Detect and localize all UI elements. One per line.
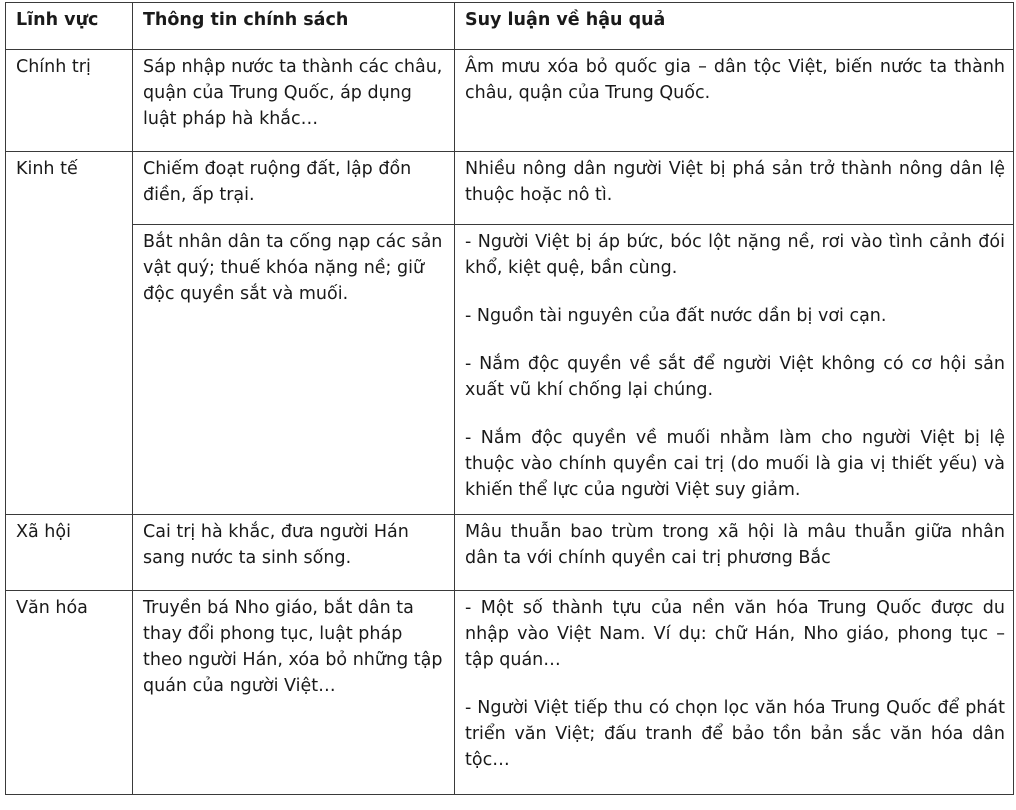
cell-consequences	[455, 152, 1014, 225]
header-row	[6, 3, 1014, 50]
table-row-economy	[6, 152, 1014, 225]
cell-consequences	[455, 225, 1014, 515]
consequence-text: Mâu thuẫn bao trùm trong xã hội là mâu thuẫn giữa nhân dân ta với chính quyền cai trị phương Bắc	[465, 522, 1005, 568]
consequence-text: - Một số thành tựu của nền văn hóa Trung Quốc được du nhập vào Việt Nam. Ví dụ: chữ Hán, Nho giáo, phong tục – tập quán…	[465, 598, 1005, 670]
cell-field: Chính trị	[6, 50, 133, 152]
policy-table	[5, 2, 1014, 795]
consequence-text: - Người Việt tiếp thu có chọn lọc văn hóa Trung Quốc để phát triển văn Việt; đấu tranh để bảo tồn bản sắc văn hóa dân tộc…	[465, 698, 1005, 770]
cell-policy: Bắt nhân dân ta cống nạp các sản vật quý; thuế khóa nặng nề; giữ độc quyền sắt và muối.	[133, 225, 455, 515]
consequence-text: - Nắm độc quyền về muối nhằm làm cho người Việt bị lệ thuộc vào chính quyền cai trị (do muối là gia vị thiết yếu) và khiến thể lực của người Việt suy giảm.	[465, 428, 1005, 500]
header-field: Lĩnh vực	[6, 3, 133, 50]
cell-consequences	[455, 515, 1014, 591]
cell-policy: Chiếm đoạt ruộng đất, lập đồn điền, ấp trại.	[133, 152, 455, 225]
cell-policy: Cai trị hà khắc, đưa người Hán sang nước ta sinh sống.	[133, 515, 455, 591]
cell-field: Văn hóa	[6, 591, 133, 795]
cell-policy: Sáp nhập nước ta thành các châu, quận của Trung Quốc, áp dụng luật pháp hà khắc…	[133, 50, 455, 152]
consequence-text: Nhiều nông dân người Việt bị phá sản trở thành nông dân lệ thuộc hoặc nô tì.	[465, 159, 1005, 205]
cell-consequences	[455, 591, 1014, 795]
header-consequences: Suy luận về hậu quả	[455, 3, 1014, 50]
consequence-text: - Người Việt bị áp bức, bóc lột nặng nề, rơi vào tình cảnh đói khổ, kiệt quệ, bần cùng.	[465, 232, 1005, 278]
table-row-economy-2	[6, 225, 1014, 515]
cell-field: Xã hội	[6, 515, 133, 591]
consequence-text: Âm mưu xóa bỏ quốc gia – dân tộc Việt, biến nước ta thành châu, quận của Trung Quốc.	[465, 57, 1005, 103]
header-policy: Thông tin chính sách	[133, 3, 455, 50]
cell-field: Kinh tế	[6, 152, 133, 515]
cell-consequences	[455, 50, 1014, 152]
table-row-politics	[6, 50, 1014, 152]
cell-policy: Truyền bá Nho giáo, bắt dân ta thay đổi phong tục, luật pháp theo người Hán, xóa bỏ những tập quán của người Việt…	[133, 591, 455, 795]
table-row-society	[6, 515, 1014, 591]
table-row-culture	[6, 591, 1014, 795]
consequence-text: - Nắm độc quyền về sắt để người Việt không có cơ hội sản xuất vũ khí chống lại chúng.	[465, 354, 1005, 400]
consequence-text: - Nguồn tài nguyên của đất nước dần bị vơi cạn.	[465, 306, 887, 326]
